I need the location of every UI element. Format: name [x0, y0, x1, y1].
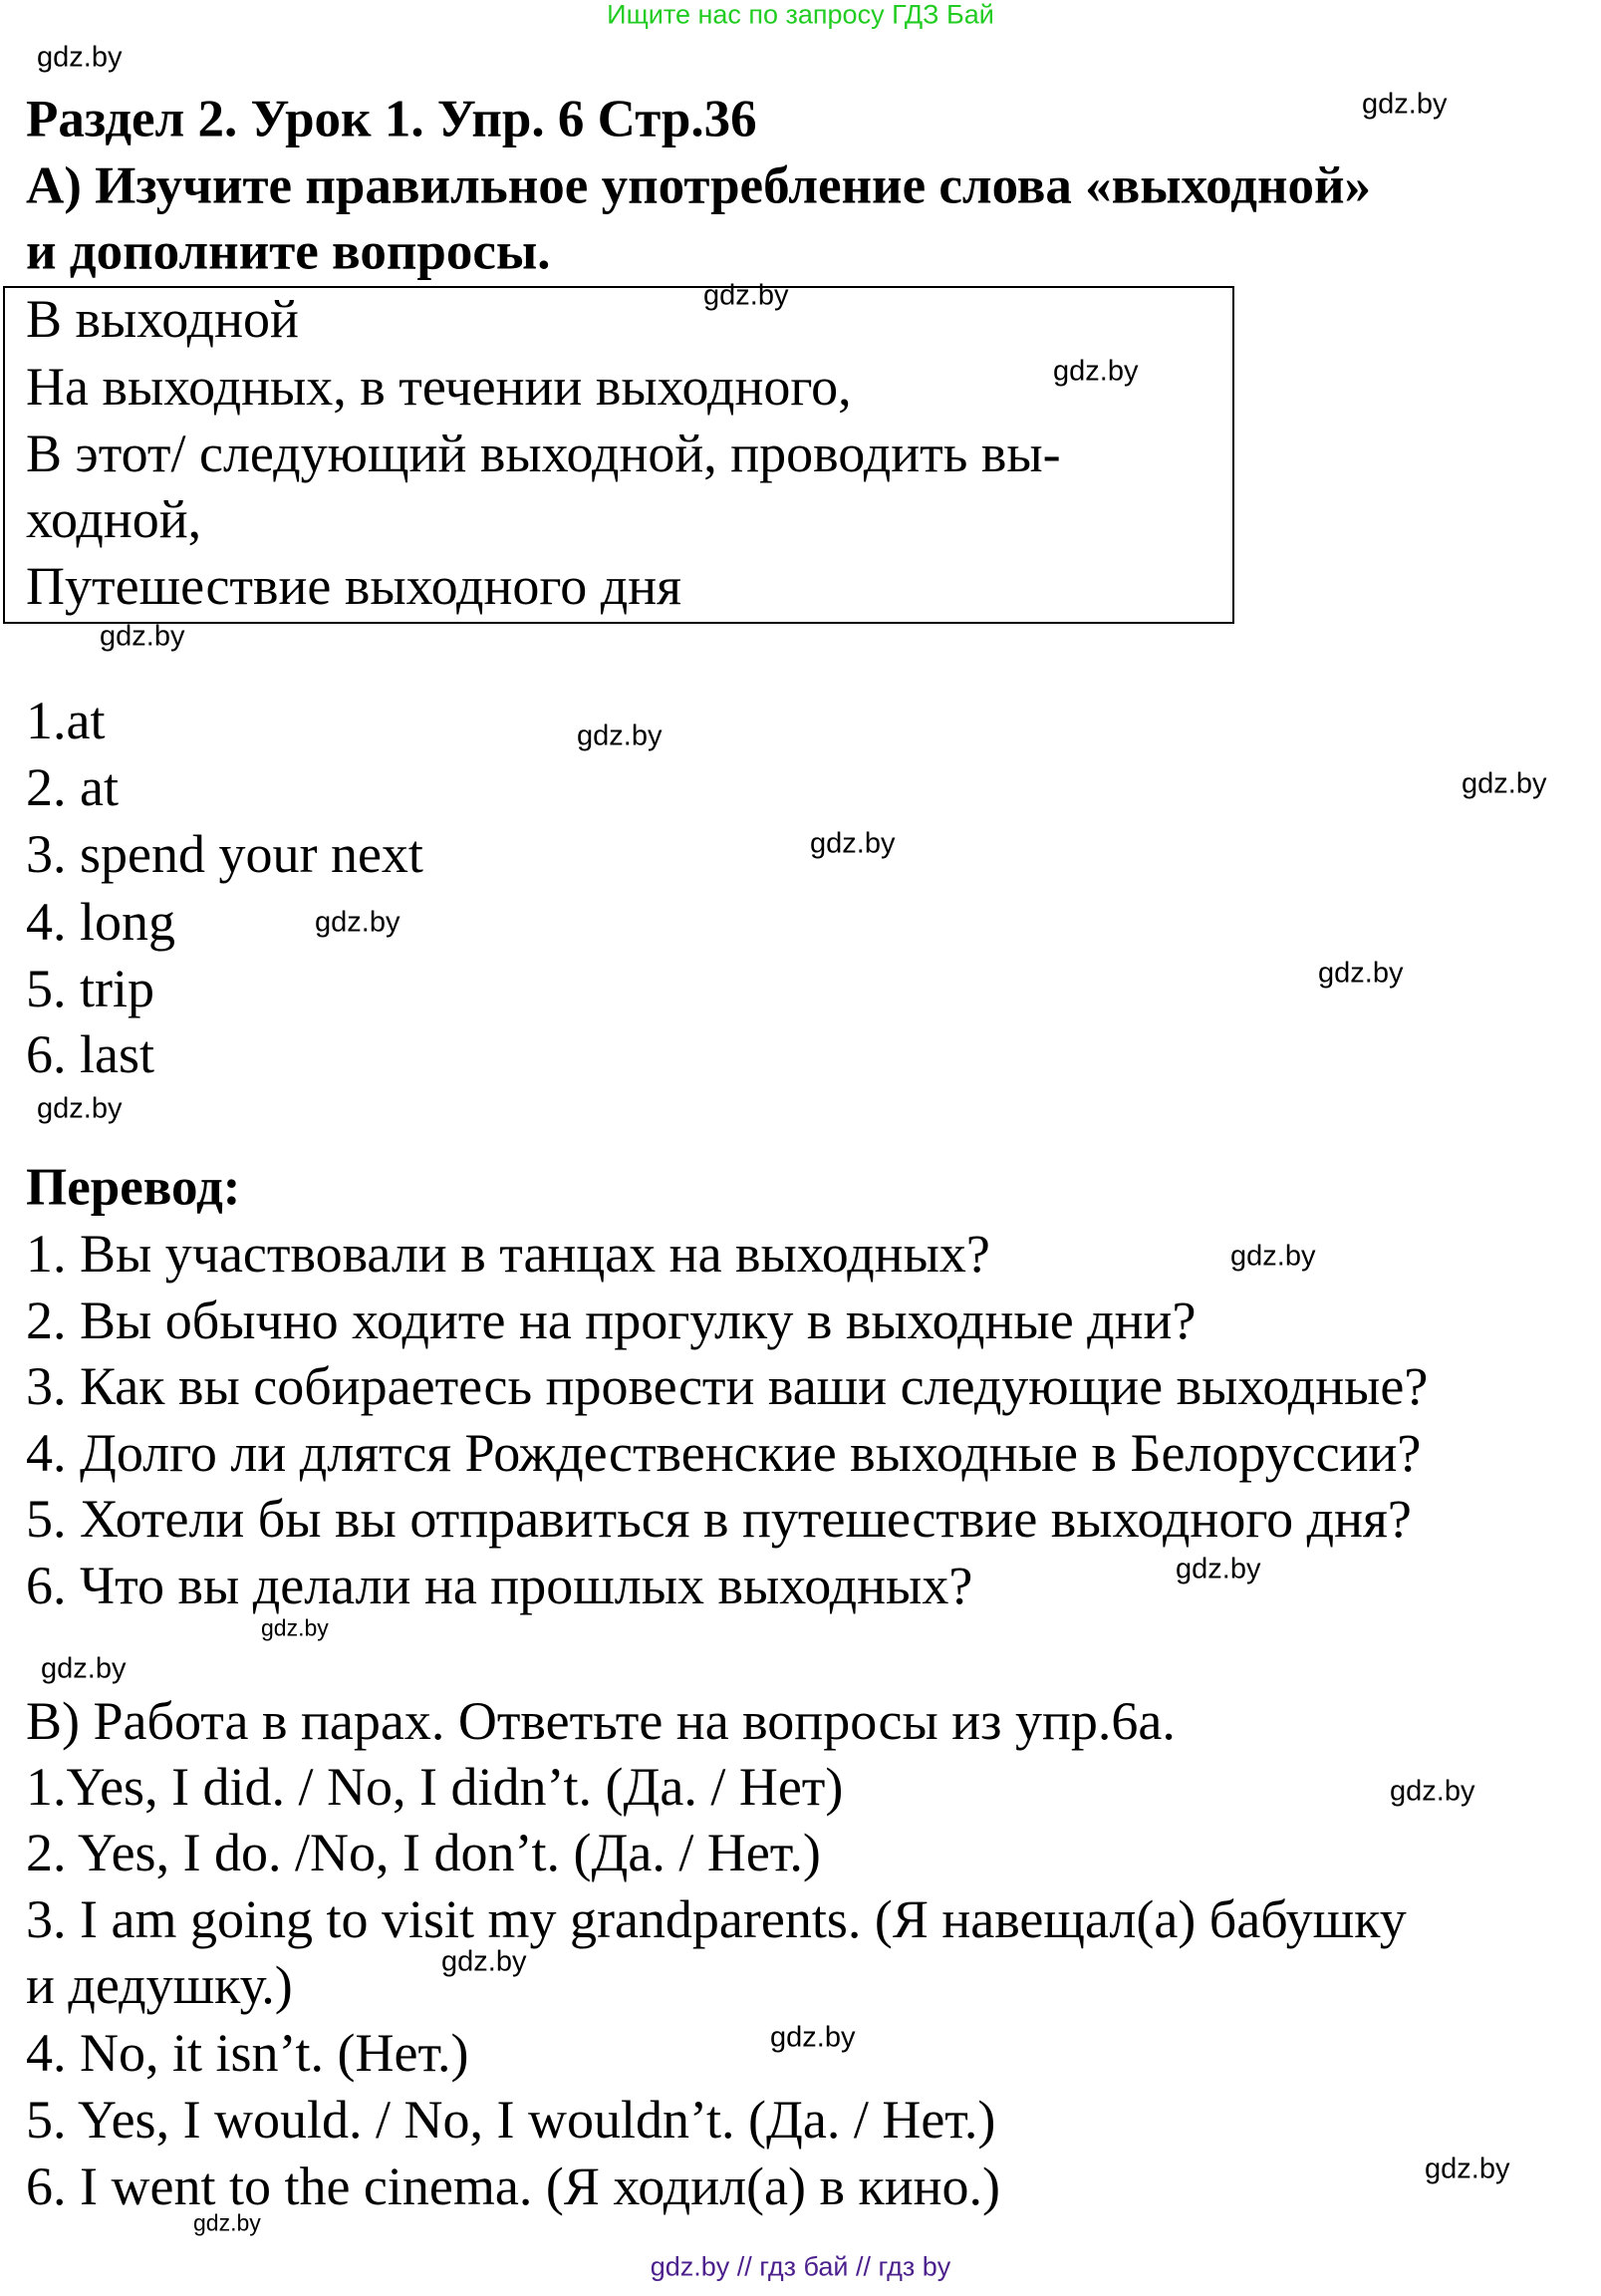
- b-answer: 5. Yes, I would. / No, I wouldn’t. (Да. / Нет.): [26, 2089, 996, 2150]
- answer-item: 4. long: [26, 891, 176, 952]
- watermark: gdz.by: [1230, 1240, 1316, 1273]
- b-answer: 3. I am going to visit my grandparents. (Я навещал(а) бабушку: [26, 1888, 1407, 1949]
- task-a-heading-cont: и дополните вопросы.: [26, 222, 551, 281]
- watermark: gdz.by: [37, 1092, 123, 1125]
- watermark: gdz.by: [770, 2021, 856, 2054]
- answer-item: 2. at: [26, 756, 119, 817]
- watermark: gdz.by: [100, 620, 185, 653]
- translation-line: 3. Как вы собираетесь провести ваши следующие выходные?: [26, 1355, 1429, 1416]
- watermark: gdz.by: [577, 719, 663, 752]
- answer-item: 3. spend your next: [26, 823, 423, 884]
- translation-line: 2. Вы обычно ходите на прогулку в выходные дни?: [26, 1290, 1197, 1350]
- page-title: Раздел 2. Урок 1. Упр. 6 Стр.36: [26, 90, 757, 148]
- watermark: gdz.by: [37, 41, 123, 74]
- box-line: В выходной: [26, 288, 299, 349]
- b-answer: 6. I went to the cinema. (Я ходил(а) в кино.): [26, 2155, 1000, 2216]
- translation-line: 4. Долго ли длятся Рождественские выходные в Белоруссии?: [26, 1422, 1422, 1483]
- watermark: gdz.by: [193, 2209, 261, 2236]
- b-answer: 4. No, it isn’t. (Нет.): [26, 2022, 469, 2083]
- task-b-heading: В) Работа в парах. Ответьте на вопросы из упр.6а.: [26, 1690, 1176, 1751]
- b-answer: 1.Yes, I did. / No, I didn’t. (Да. / Нет): [26, 1756, 844, 1817]
- watermark: gdz.by: [1425, 2152, 1510, 2185]
- watermark: gdz.by: [1176, 1553, 1261, 1585]
- box-line: На выходных, в течении выходного,: [26, 356, 852, 417]
- watermark: gdz.by: [1462, 767, 1547, 800]
- footer-links[interactable]: gdz.by // гдз бай // гдз by: [650, 2251, 951, 2282]
- watermark: gdz.by: [261, 1614, 329, 1641]
- box-line: ходной,: [26, 488, 202, 549]
- task-a-heading: А) Изучите правильное употребление слова «выходной»: [26, 156, 1372, 215]
- watermark: gdz.by: [41, 1652, 127, 1685]
- watermark: gdz.by: [810, 827, 896, 860]
- watermark: gdz.by: [703, 279, 789, 312]
- watermark: gdz.by: [1053, 355, 1139, 388]
- watermark: gdz.by: [1318, 957, 1404, 990]
- watermark: gdz.by: [315, 906, 400, 939]
- b-answer: 2. Yes, I do. /No, I don’t. (Да. / Нет.): [26, 1822, 821, 1882]
- answer-item: 6. last: [26, 1023, 154, 1084]
- translation-heading: Перевод:: [26, 1158, 241, 1217]
- box-line: В этот/ следующий выходной, проводить вы-: [26, 423, 1061, 483]
- translation-line: 5. Хотели бы вы отправиться в путешествие выходного дня?: [26, 1488, 1412, 1549]
- search-banner[interactable]: Ищите нас по запросу ГДЗ Бай: [607, 0, 994, 30]
- box-line: Путешествие выходного дня: [26, 555, 681, 616]
- answer-item: 1.at: [26, 690, 106, 750]
- watermark: gdz.by: [1362, 88, 1448, 121]
- translation-line: 1. Вы участвовали в танцах на выходных?: [26, 1223, 990, 1284]
- translation-line: 6. Что вы делали на прошлых выходных?: [26, 1555, 973, 1615]
- watermark: gdz.by: [1390, 1775, 1475, 1808]
- b-answer: и дедушку.): [26, 1954, 293, 2015]
- answer-item: 5. trip: [26, 958, 154, 1018]
- watermark: gdz.by: [441, 1945, 527, 1978]
